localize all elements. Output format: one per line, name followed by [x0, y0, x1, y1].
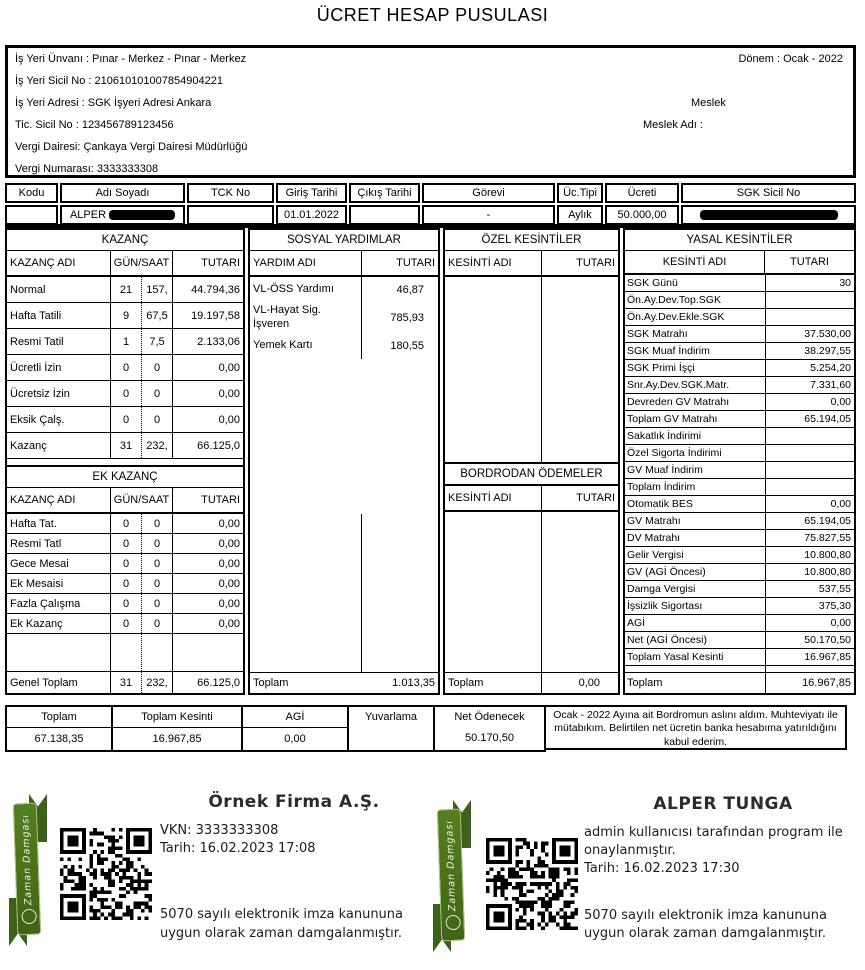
table-row: Yemek Kartı 180,55 [250, 333, 438, 359]
spacer [7, 634, 243, 671]
col-deduction-name: KESİNTİ ADI [625, 251, 765, 273]
employee-sgk-no-cell [681, 205, 856, 225]
table-row: Resmi Tatil 1 7,5 2.133,06 [7, 329, 243, 355]
table-row: Net (AGİ Öncesi) 50.170,50 [625, 632, 854, 649]
legal-deductions-total-row: Toplam 16.967,85 [625, 672, 854, 693]
col-benefit-name: YARDIM ADI [250, 251, 362, 275]
table-row: Gelir Vergisi 10.800,80 [625, 547, 854, 564]
table-row: Gece Mesai 0 0 0,00 [7, 554, 243, 574]
employee-column-header: Çıkış Tarihi [349, 183, 420, 203]
summary-strip [5, 705, 847, 752]
table-row: Toplam İndirim [625, 479, 854, 496]
grand-total-row: Genel Toplam 31 232, 66.125,0 [7, 671, 243, 693]
tax-number: Vergi Numarası: 3333333308 [15, 163, 159, 175]
employee-column-header: Ücreti [605, 183, 679, 203]
extra-earnings-header-row [7, 488, 243, 514]
social-benefits-total-row: Toplam 1.013,35 [250, 672, 438, 693]
employee-name: ALPER [69, 209, 107, 221]
spacer [250, 514, 438, 672]
timestamp-ribbon-icon [432, 800, 472, 952]
header-row [8, 115, 853, 136]
profession-name-label: Meslek Adı : [643, 119, 703, 131]
legal-deductions-rows [625, 275, 854, 666]
payroll-payments-header-row [445, 486, 618, 512]
legal-deductions-table [623, 228, 856, 695]
redaction-bar [109, 210, 175, 220]
social-benefits-table [248, 228, 440, 695]
table-row: Kazanç 31 232, 66.125,0 [7, 433, 243, 459]
extra-earnings-rows [7, 514, 243, 634]
table-row: Sakatlık İndirimi [625, 428, 854, 445]
approval-timestamp: Tarih: 16.02.2023 17:30 [584, 861, 740, 877]
signature-block-employee [432, 792, 860, 967]
col-amount: TUTARI [172, 251, 243, 275]
legal-deductions-title: YASAL KESİNTİLER [625, 230, 854, 251]
col-earning-name: KAZANÇ ADI [10, 257, 76, 269]
company-timestamp: Tarih: 16.02.2023 17:08 [160, 841, 316, 857]
col-deduction-name: KESİNTİ ADI [445, 486, 542, 510]
table-row: Hafta Tatili 9 67,5 19.197,58 [7, 303, 243, 329]
earnings-rows [7, 277, 243, 459]
table-row: AGİ 0,00 [625, 615, 854, 632]
table-row: Ön.Ay.Dev.Ekle.SGK [625, 309, 854, 326]
table-row: SGK Matrahı 37.530,00 [625, 326, 854, 343]
header-row [8, 137, 853, 158]
employee-column-header: TCK No [187, 183, 274, 203]
employee-wage-type-cell: Aylık [557, 205, 603, 225]
table-row: Eksik Çalş. 0 0 0,00 [7, 407, 243, 433]
col-amount: TUTARI [576, 257, 615, 269]
table-row: Damga Vergisi 537,55 [625, 581, 854, 598]
col-deduction-name: KESİNTİ ADI [445, 251, 542, 275]
employee-role-cell: - [422, 205, 555, 225]
summary-total: Toplam 67.138,35 [5, 705, 113, 752]
table-row: Ücretli İzin 0 0 0,00 [7, 355, 243, 381]
table-row: VL-ÖSS Yardımı 46,87 [250, 277, 438, 303]
employee-column-header: Adı Soyadı [60, 183, 185, 203]
payroll-payments-title: BORDRODAN ÖDEMELER [445, 462, 618, 486]
special-deductions-title: ÖZEL KESİNTİLER [445, 230, 618, 251]
table-row: Özel Sigorta İndirimi [625, 445, 854, 462]
workplace-address: İş Yeri Adresi : SGK İşyeri Adresi Ankara [15, 97, 212, 109]
legal-statement: 5070 sayılı elektronik imza kanununa uygun olarak zaman damgalanmıştır. [160, 907, 404, 941]
table-row: DV Matrahı 75.827,55 [625, 530, 854, 547]
table-row: Devreden GV Matrahı 0,00 [625, 394, 854, 411]
qr-code [60, 828, 152, 920]
signature-block-company [8, 788, 428, 963]
employee-column-header: Giriş Tarihi [276, 183, 347, 203]
earnings-header-row [7, 251, 243, 277]
summary-agi: AGİ 0,00 [241, 705, 349, 752]
table-row: VL-Hayat Sig. İşveren 785,93 [250, 303, 438, 333]
table-row: GV Matrahı 65.194,05 [625, 513, 854, 530]
workplace-registry-no: İş Yeri Sicil No : 210610101007854904221 [15, 75, 223, 87]
earnings-table [5, 228, 245, 695]
table-row: Ücretsiz İzin 0 0 0,00 [7, 381, 243, 407]
table-row: Toplam Yasal Kesinti 16.967,85 [625, 649, 854, 666]
col-amount: TUTARI [576, 492, 615, 504]
table-row: Ek Mesaisi 0 0 0,00 [7, 574, 243, 594]
employee-fullname: ALPER TUNGA [653, 794, 793, 814]
summary-net-payable: Net Ödenecek 50.170,50 [433, 705, 546, 752]
header-row [8, 71, 853, 92]
profession-label: Meslek [691, 97, 726, 109]
workplace-info-box [5, 45, 856, 178]
legal-statement: 5070 sayılı elektronik imza kanununa uygun olarak zaman damgalanmıştır. [584, 907, 828, 941]
social-benefits-header-row [250, 251, 438, 277]
table-row: GV Muaf İndirim [625, 462, 854, 479]
table-row: Toplam GV Matrahı 65.194,05 [625, 411, 854, 428]
employee-code-cell [5, 205, 58, 225]
header-row [8, 159, 853, 180]
ribbon-label: Zaman Damgası [19, 813, 34, 906]
employee-end-date-cell [349, 205, 420, 225]
redaction-bar [700, 210, 838, 220]
table-row: Resmi Tatl 0 0 0,00 [7, 534, 243, 554]
approval-statement: admin kullanıcısı tarafından program ile onaylanmıştır. [584, 825, 843, 859]
table-row: Otomatik BES 0,00 [625, 496, 854, 513]
timestamp-ribbon-icon [8, 794, 48, 946]
social-benefits-title: SOSYAL YARDIMLAR [250, 230, 438, 251]
employee-table [5, 183, 856, 225]
payroll-payments-total-row: Toplam 0,00 [445, 672, 618, 693]
table-row: Normal 21 157, 44.794,36 [7, 277, 243, 303]
stamp-emblem-icon [445, 915, 461, 931]
employee-column-header: Görevi [422, 183, 555, 203]
table-row: Hafta Tat. 0 0 0,00 [7, 514, 243, 534]
extra-earnings-title: EK KAZANÇ [7, 465, 243, 488]
special-deductions-body [445, 277, 618, 462]
table-row: İşsizlik Sigortası 375,30 [625, 598, 854, 615]
page-title: ÜCRET HESAP PUSULASI [316, 5, 549, 25]
company-vkn: VKN: 3333333308 [160, 823, 279, 838]
social-benefits-rows [250, 277, 438, 514]
employee-column-header: Üc.Tipi [557, 183, 603, 203]
table-row: GV (AGİ Öncesi) 10.800,80 [625, 564, 854, 581]
table-row: Ön.Ay.Dev.Top.SGK [625, 292, 854, 309]
employee-column-header: Kodu [5, 183, 58, 203]
company-name: Örnek Firma A.Ş. [208, 792, 380, 812]
ribbon-label: Zaman Damgası [443, 819, 458, 912]
employee-column-header: SGK Sicil No [681, 183, 856, 203]
summary-total-deduction: Toplam Kesinti 16.967,85 [111, 705, 243, 752]
earnings-title: KAZANÇ [7, 230, 243, 251]
payroll-payments-body [445, 512, 618, 672]
col-amount: TUTARI [172, 488, 243, 512]
stamp-emblem-icon [21, 909, 37, 925]
employee-wage-cell: 50.000,00 [605, 205, 679, 225]
table-row: SGK Günü 30 [625, 275, 854, 292]
header-row [8, 49, 853, 70]
special-deductions-header-row [445, 251, 618, 277]
table-row: Snr.Ay.Dev.SGK.Matr. 7.331,60 [625, 377, 854, 394]
legal-deductions-header-row [625, 251, 854, 275]
table-row: Fazla Çalışma 0 0 0,00 [7, 594, 243, 614]
employee-start-date-cell: 01.01.2022 [276, 205, 347, 225]
summary-rounding: Yuvarlama [347, 705, 435, 752]
qr-code [486, 838, 578, 930]
col-amount: TUTARI [396, 257, 435, 269]
employee-name-cell [60, 205, 185, 225]
special-deductions-table [443, 228, 620, 695]
table-row: Ek Kazanç 0 0 0,00 [7, 614, 243, 634]
table-row: SGK Primi İşçi 5.254,20 [625, 360, 854, 377]
table-row: SGK Muaf İndirim 38.297,55 [625, 343, 854, 360]
col-amount: TUTARI [790, 256, 829, 268]
tax-office: Vergi Dairesi: Çankaya Vergi Dairesi Müdürlüğü [15, 141, 248, 153]
trade-registry-no: Tic. Sicil No : 123456789123456 [15, 119, 174, 131]
period: Dönem : Ocak - 2022 [738, 53, 843, 65]
header-row [8, 93, 853, 114]
workplace-name: İş Yeri Ünvanı : Pınar - Merkez - Pınar - Merkez [15, 53, 247, 65]
acknowledgement-note: Ocak - 2022 Ayına ait Bordromun aslını aldım. Muhteviyatı ile mütabıkım. Belirtilen net ücretin banka hesabıma yatırıldığını kabul ederim. [544, 705, 847, 750]
employee-tck-cell [187, 205, 274, 225]
col-day-hour: GÜN/SAAT [110, 251, 172, 275]
col-day-hour: GÜN/SAAT [110, 488, 172, 512]
col-earning-name: KAZANÇ ADI [10, 494, 76, 506]
